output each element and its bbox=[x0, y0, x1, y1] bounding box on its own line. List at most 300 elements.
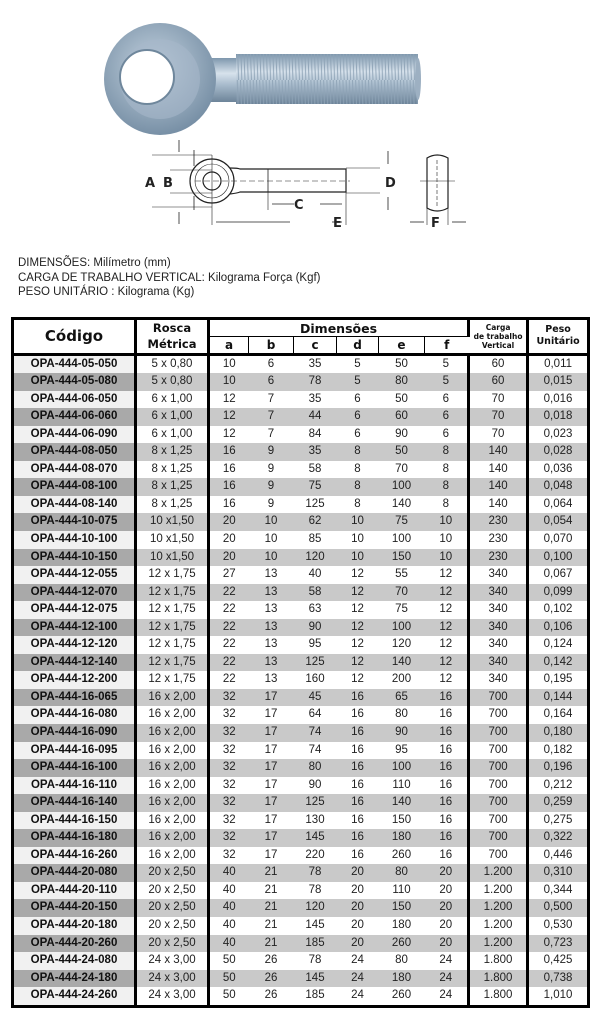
cell-dim-b: 9 bbox=[249, 443, 294, 461]
cell-dim-d: 12 bbox=[337, 636, 379, 654]
cell-unit-weight: 0,322 bbox=[528, 829, 589, 847]
cell-dim-c: 58 bbox=[294, 584, 337, 602]
cell-dim-c: 125 bbox=[294, 496, 337, 514]
cell-dim-a: 32 bbox=[209, 847, 249, 865]
cell-dim-e: 180 bbox=[379, 970, 425, 988]
cell-unit-weight: 0,196 bbox=[528, 759, 589, 777]
cell-thread: 5 x 0,80 bbox=[136, 354, 209, 373]
cell-dim-f: 24 bbox=[425, 970, 469, 988]
cell-dim-d: 16 bbox=[337, 777, 379, 795]
cell-unit-weight: 0,425 bbox=[528, 952, 589, 970]
header-codigo: Código bbox=[13, 319, 136, 355]
cell-code: OPA-444-06-090 bbox=[13, 426, 136, 444]
cell-dim-a: 32 bbox=[209, 829, 249, 847]
cell-dim-b: 7 bbox=[249, 408, 294, 426]
cell-thread: 10 x1,50 bbox=[136, 549, 209, 567]
cell-dim-c: 125 bbox=[294, 794, 337, 812]
cell-dim-d: 6 bbox=[337, 408, 379, 426]
cell-dim-e: 100 bbox=[379, 759, 425, 777]
cell-dim-e: 260 bbox=[379, 987, 425, 1006]
cell-dim-b: 17 bbox=[249, 724, 294, 742]
cell-dim-a: 32 bbox=[209, 724, 249, 742]
cell-unit-weight: 0,530 bbox=[528, 917, 589, 935]
cell-code: OPA-444-06-050 bbox=[13, 391, 136, 409]
cell-unit-weight: 0,099 bbox=[528, 584, 589, 602]
cell-dim-b: 10 bbox=[249, 513, 294, 531]
cell-dim-e: 50 bbox=[379, 354, 425, 373]
cell-dim-e: 70 bbox=[379, 461, 425, 479]
cell-dim-a: 16 bbox=[209, 496, 249, 514]
cell-dim-e: 80 bbox=[379, 706, 425, 724]
cell-code: OPA-444-16-180 bbox=[13, 829, 136, 847]
cell-working-load: 1.200 bbox=[469, 882, 528, 900]
cell-code: OPA-444-12-070 bbox=[13, 584, 136, 602]
cell-unit-weight: 0,182 bbox=[528, 742, 589, 760]
cell-dim-f: 6 bbox=[425, 391, 469, 409]
table-row bbox=[13, 496, 589, 514]
cell-thread: 12 x 1,75 bbox=[136, 601, 209, 619]
cell-dim-a: 50 bbox=[209, 970, 249, 988]
table-row bbox=[13, 636, 589, 654]
cell-dim-f: 5 bbox=[425, 354, 469, 373]
cell-working-load: 700 bbox=[469, 777, 528, 795]
cell-dim-b: 9 bbox=[249, 478, 294, 496]
cell-dim-a: 22 bbox=[209, 601, 249, 619]
cell-thread: 10 x1,50 bbox=[136, 513, 209, 531]
cell-code: OPA-444-08-070 bbox=[13, 461, 136, 479]
cell-dim-c: 78 bbox=[294, 952, 337, 970]
cell-thread: 24 x 3,00 bbox=[136, 987, 209, 1006]
cell-dim-b: 17 bbox=[249, 706, 294, 724]
header-metrica: Métrica bbox=[136, 337, 209, 355]
cell-working-load: 230 bbox=[469, 549, 528, 567]
cell-unit-weight: 0,124 bbox=[528, 636, 589, 654]
cell-code: OPA-444-05-050 bbox=[13, 354, 136, 373]
cell-dim-b: 6 bbox=[249, 354, 294, 373]
cell-dim-a: 22 bbox=[209, 654, 249, 672]
cell-dim-f: 12 bbox=[425, 601, 469, 619]
cell-working-load: 1.200 bbox=[469, 899, 528, 917]
table-row bbox=[13, 531, 589, 549]
cell-dim-f: 10 bbox=[425, 549, 469, 567]
cell-working-load: 700 bbox=[469, 794, 528, 812]
cell-dim-c: 35 bbox=[294, 354, 337, 373]
cell-thread: 6 x 1,00 bbox=[136, 391, 209, 409]
cell-working-load: 60 bbox=[469, 373, 528, 391]
cell-unit-weight: 0,259 bbox=[528, 794, 589, 812]
cell-dim-d: 12 bbox=[337, 566, 379, 584]
cell-dim-c: 185 bbox=[294, 935, 337, 953]
cell-thread: 10 x1,50 bbox=[136, 531, 209, 549]
table-row bbox=[13, 987, 589, 1006]
cell-thread: 12 x 1,75 bbox=[136, 566, 209, 584]
cell-dim-a: 10 bbox=[209, 373, 249, 391]
cell-dim-a: 32 bbox=[209, 812, 249, 830]
table-row bbox=[13, 794, 589, 812]
cell-dim-e: 55 bbox=[379, 566, 425, 584]
cell-dim-a: 40 bbox=[209, 917, 249, 935]
table-row bbox=[13, 759, 589, 777]
cell-unit-weight: 0,144 bbox=[528, 689, 589, 707]
cell-dim-d: 20 bbox=[337, 899, 379, 917]
cell-dim-d: 16 bbox=[337, 742, 379, 760]
table-row bbox=[13, 899, 589, 917]
cell-code: OPA-444-20-260 bbox=[13, 935, 136, 953]
cell-dim-a: 50 bbox=[209, 952, 249, 970]
header-dim-b: b bbox=[249, 337, 294, 355]
cell-dim-e: 150 bbox=[379, 899, 425, 917]
cell-working-load: 1.800 bbox=[469, 987, 528, 1006]
cell-dim-d: 12 bbox=[337, 601, 379, 619]
table-row bbox=[13, 391, 589, 409]
cell-dim-c: 78 bbox=[294, 864, 337, 882]
cell-code: OPA-444-08-100 bbox=[13, 478, 136, 496]
cell-dim-b: 13 bbox=[249, 654, 294, 672]
header-dim-f: f bbox=[425, 337, 469, 355]
cell-code: OPA-444-08-050 bbox=[13, 443, 136, 461]
cell-code: OPA-444-12-200 bbox=[13, 671, 136, 689]
header-rosca: Rosca bbox=[136, 319, 209, 337]
cell-dim-b: 21 bbox=[249, 864, 294, 882]
cell-dim-c: 90 bbox=[294, 777, 337, 795]
cell-dim-a: 10 bbox=[209, 354, 249, 373]
header-peso: Peso Unitário bbox=[528, 319, 589, 355]
cell-code: OPA-444-16-065 bbox=[13, 689, 136, 707]
eye-bolt-spec-table bbox=[11, 317, 590, 1008]
cell-dim-b: 17 bbox=[249, 812, 294, 830]
cell-thread: 12 x 1,75 bbox=[136, 671, 209, 689]
note-dimensions: DIMENSÕES: Milímetro (mm) bbox=[18, 257, 171, 269]
cell-unit-weight: 0,738 bbox=[528, 970, 589, 988]
cell-dim-a: 32 bbox=[209, 777, 249, 795]
note-unit-weight: PESO UNITÁRIO : Kilograma (Kg) bbox=[18, 286, 195, 298]
cell-dim-b: 6 bbox=[249, 373, 294, 391]
cell-working-load: 1.800 bbox=[469, 970, 528, 988]
cell-dim-f: 12 bbox=[425, 636, 469, 654]
table-row bbox=[13, 443, 589, 461]
header-carga: Carga de trabalho Vertical bbox=[469, 319, 528, 355]
cell-working-load: 700 bbox=[469, 742, 528, 760]
cell-dim-a: 40 bbox=[209, 864, 249, 882]
cell-dim-c: 95 bbox=[294, 636, 337, 654]
table-row bbox=[13, 952, 589, 970]
cell-dim-b: 17 bbox=[249, 794, 294, 812]
cell-dim-e: 110 bbox=[379, 882, 425, 900]
cell-working-load: 700 bbox=[469, 724, 528, 742]
cell-dim-e: 100 bbox=[379, 531, 425, 549]
cell-unit-weight: 0,016 bbox=[528, 391, 589, 409]
cell-dim-f: 6 bbox=[425, 426, 469, 444]
cell-dim-a: 32 bbox=[209, 742, 249, 760]
table-row bbox=[13, 654, 589, 672]
cell-dim-c: 145 bbox=[294, 829, 337, 847]
cell-dim-b: 10 bbox=[249, 531, 294, 549]
cell-working-load: 700 bbox=[469, 759, 528, 777]
cell-unit-weight: 0,054 bbox=[528, 513, 589, 531]
cell-dim-d: 8 bbox=[337, 461, 379, 479]
cell-dim-a: 12 bbox=[209, 408, 249, 426]
cell-dim-a: 27 bbox=[209, 566, 249, 584]
cell-thread: 24 x 3,00 bbox=[136, 970, 209, 988]
cell-code: OPA-444-16-095 bbox=[13, 742, 136, 760]
cell-dim-d: 16 bbox=[337, 812, 379, 830]
cell-working-load: 1.200 bbox=[469, 917, 528, 935]
cell-code: OPA-444-20-110 bbox=[13, 882, 136, 900]
cell-thread: 20 x 2,50 bbox=[136, 935, 209, 953]
table-row bbox=[13, 354, 589, 373]
cell-dim-e: 200 bbox=[379, 671, 425, 689]
cell-dim-e: 75 bbox=[379, 601, 425, 619]
cell-dim-f: 16 bbox=[425, 777, 469, 795]
cell-thread: 6 x 1,00 bbox=[136, 426, 209, 444]
cell-dim-a: 16 bbox=[209, 478, 249, 496]
cell-dim-b: 9 bbox=[249, 496, 294, 514]
cell-dim-f: 20 bbox=[425, 882, 469, 900]
table-row bbox=[13, 706, 589, 724]
cell-dim-a: 20 bbox=[209, 513, 249, 531]
cell-dim-e: 70 bbox=[379, 584, 425, 602]
cell-dim-d: 16 bbox=[337, 847, 379, 865]
cell-dim-f: 20 bbox=[425, 899, 469, 917]
cell-working-load: 1.200 bbox=[469, 935, 528, 953]
cell-code: OPA-444-16-140 bbox=[13, 794, 136, 812]
cell-unit-weight: 0,180 bbox=[528, 724, 589, 742]
table-row bbox=[13, 742, 589, 760]
cell-code: OPA-444-05-080 bbox=[13, 373, 136, 391]
cell-unit-weight: 0,500 bbox=[528, 899, 589, 917]
eye-bolt-illustration bbox=[0, 0, 600, 240]
cell-thread: 16 x 2,00 bbox=[136, 847, 209, 865]
cell-unit-weight: 0,344 bbox=[528, 882, 589, 900]
cell-dim-d: 5 bbox=[337, 354, 379, 373]
cell-dim-b: 21 bbox=[249, 917, 294, 935]
cell-code: OPA-444-10-100 bbox=[13, 531, 136, 549]
cell-dim-e: 95 bbox=[379, 742, 425, 760]
cell-dim-d: 20 bbox=[337, 882, 379, 900]
cell-dim-b: 21 bbox=[249, 882, 294, 900]
cell-code: OPA-444-12-075 bbox=[13, 601, 136, 619]
table-row bbox=[13, 829, 589, 847]
cell-dim-c: 120 bbox=[294, 549, 337, 567]
cell-dim-f: 12 bbox=[425, 654, 469, 672]
cell-dim-d: 16 bbox=[337, 759, 379, 777]
cell-working-load: 340 bbox=[469, 671, 528, 689]
cell-dim-a: 40 bbox=[209, 899, 249, 917]
cell-thread: 8 x 1,25 bbox=[136, 478, 209, 496]
cell-dim-e: 120 bbox=[379, 636, 425, 654]
cell-dim-b: 10 bbox=[249, 549, 294, 567]
cell-thread: 8 x 1,25 bbox=[136, 496, 209, 514]
cell-dim-d: 16 bbox=[337, 724, 379, 742]
dim-label-a: A bbox=[145, 176, 156, 191]
cell-dim-a: 16 bbox=[209, 443, 249, 461]
cell-dim-d: 8 bbox=[337, 443, 379, 461]
cell-working-load: 140 bbox=[469, 478, 528, 496]
cell-dim-a: 22 bbox=[209, 584, 249, 602]
header-dim-d: d bbox=[337, 337, 379, 355]
cell-dim-b: 13 bbox=[249, 619, 294, 637]
cell-dim-c: 35 bbox=[294, 443, 337, 461]
cell-dim-e: 80 bbox=[379, 864, 425, 882]
cell-dim-c: 160 bbox=[294, 671, 337, 689]
dim-label-e: E bbox=[333, 216, 342, 231]
cell-dim-e: 100 bbox=[379, 619, 425, 637]
cell-code: OPA-444-16-100 bbox=[13, 759, 136, 777]
header-dim-a: a bbox=[209, 337, 249, 355]
cell-unit-weight: 0,212 bbox=[528, 777, 589, 795]
cell-thread: 12 x 1,75 bbox=[136, 636, 209, 654]
cell-working-load: 140 bbox=[469, 496, 528, 514]
cell-dim-d: 5 bbox=[337, 373, 379, 391]
cell-dim-d: 12 bbox=[337, 671, 379, 689]
cell-dim-c: 75 bbox=[294, 478, 337, 496]
cell-dim-f: 16 bbox=[425, 812, 469, 830]
cell-dim-a: 32 bbox=[209, 689, 249, 707]
cell-thread: 12 x 1,75 bbox=[136, 619, 209, 637]
cell-dim-b: 13 bbox=[249, 636, 294, 654]
cell-code: OPA-444-24-180 bbox=[13, 970, 136, 988]
cell-dim-b: 17 bbox=[249, 829, 294, 847]
cell-dim-a: 16 bbox=[209, 461, 249, 479]
cell-unit-weight: 0,102 bbox=[528, 601, 589, 619]
cell-dim-c: 120 bbox=[294, 899, 337, 917]
cell-dim-c: 35 bbox=[294, 391, 337, 409]
cell-dim-d: 10 bbox=[337, 513, 379, 531]
table-row bbox=[13, 601, 589, 619]
cell-dim-c: 74 bbox=[294, 724, 337, 742]
cell-code: OPA-444-16-110 bbox=[13, 777, 136, 795]
cell-dim-b: 17 bbox=[249, 777, 294, 795]
cell-dim-e: 90 bbox=[379, 724, 425, 742]
cell-dim-f: 16 bbox=[425, 706, 469, 724]
cell-working-load: 230 bbox=[469, 513, 528, 531]
cell-thread: 16 x 2,00 bbox=[136, 706, 209, 724]
cell-dim-b: 26 bbox=[249, 952, 294, 970]
cell-dim-c: 84 bbox=[294, 426, 337, 444]
cell-code: OPA-444-16-150 bbox=[13, 812, 136, 830]
cell-dim-f: 20 bbox=[425, 864, 469, 882]
cell-dim-a: 12 bbox=[209, 391, 249, 409]
cell-thread: 16 x 2,00 bbox=[136, 724, 209, 742]
cell-working-load: 140 bbox=[469, 461, 528, 479]
cell-code: OPA-444-12-055 bbox=[13, 566, 136, 584]
table-row bbox=[13, 777, 589, 795]
cell-dim-f: 5 bbox=[425, 373, 469, 391]
table-row bbox=[13, 970, 589, 988]
cell-dim-f: 20 bbox=[425, 917, 469, 935]
table-row bbox=[13, 689, 589, 707]
cell-dim-e: 140 bbox=[379, 794, 425, 812]
table-body bbox=[13, 354, 589, 1006]
cell-dim-c: 145 bbox=[294, 970, 337, 988]
table-row bbox=[13, 478, 589, 496]
cell-dim-d: 6 bbox=[337, 391, 379, 409]
table-row bbox=[13, 584, 589, 602]
cell-unit-weight: 0,064 bbox=[528, 496, 589, 514]
cell-dim-d: 8 bbox=[337, 496, 379, 514]
dim-label-f: F bbox=[431, 216, 440, 231]
table-row bbox=[13, 812, 589, 830]
cell-dim-e: 50 bbox=[379, 391, 425, 409]
cell-dim-f: 8 bbox=[425, 461, 469, 479]
cell-dim-f: 16 bbox=[425, 847, 469, 865]
cell-dim-c: 80 bbox=[294, 759, 337, 777]
cell-code: OPA-444-16-090 bbox=[13, 724, 136, 742]
cell-dim-b: 7 bbox=[249, 426, 294, 444]
cell-dim-d: 12 bbox=[337, 584, 379, 602]
cell-dim-d: 20 bbox=[337, 917, 379, 935]
cell-thread: 12 x 1,75 bbox=[136, 654, 209, 672]
cell-unit-weight: 0,067 bbox=[528, 566, 589, 584]
cell-dim-e: 90 bbox=[379, 426, 425, 444]
cell-working-load: 340 bbox=[469, 636, 528, 654]
cell-dim-e: 80 bbox=[379, 952, 425, 970]
cell-dim-e: 150 bbox=[379, 812, 425, 830]
cell-thread: 8 x 1,25 bbox=[136, 443, 209, 461]
cell-code: OPA-444-10-075 bbox=[13, 513, 136, 531]
dim-label-d: D bbox=[385, 176, 396, 191]
eye-bolt-photo bbox=[104, 23, 421, 135]
table-row bbox=[13, 935, 589, 953]
cell-unit-weight: 0,142 bbox=[528, 654, 589, 672]
cell-dim-f: 16 bbox=[425, 724, 469, 742]
cell-dim-f: 12 bbox=[425, 584, 469, 602]
cell-dim-f: 12 bbox=[425, 619, 469, 637]
technical-drawing bbox=[152, 140, 466, 225]
cell-code: OPA-444-24-260 bbox=[13, 987, 136, 1006]
cell-unit-weight: 0,048 bbox=[528, 478, 589, 496]
cell-dim-a: 32 bbox=[209, 794, 249, 812]
cell-unit-weight: 0,036 bbox=[528, 461, 589, 479]
cell-dim-e: 140 bbox=[379, 654, 425, 672]
dim-label-c: C bbox=[294, 198, 304, 213]
cell-working-load: 700 bbox=[469, 812, 528, 830]
cell-dim-a: 50 bbox=[209, 987, 249, 1006]
cell-dim-f: 16 bbox=[425, 794, 469, 812]
cell-dim-b: 21 bbox=[249, 899, 294, 917]
cell-dim-d: 24 bbox=[337, 987, 379, 1006]
cell-dim-e: 50 bbox=[379, 443, 425, 461]
cell-dim-f: 24 bbox=[425, 987, 469, 1006]
cell-dim-f: 20 bbox=[425, 935, 469, 953]
cell-code: OPA-444-12-140 bbox=[13, 654, 136, 672]
dim-label-b: B bbox=[163, 176, 173, 191]
cell-dim-e: 140 bbox=[379, 496, 425, 514]
cell-dim-f: 8 bbox=[425, 478, 469, 496]
cell-dim-a: 22 bbox=[209, 636, 249, 654]
cell-thread: 8 x 1,25 bbox=[136, 461, 209, 479]
cell-working-load: 340 bbox=[469, 566, 528, 584]
cell-dim-b: 26 bbox=[249, 970, 294, 988]
cell-unit-weight: 0,018 bbox=[528, 408, 589, 426]
cell-dim-b: 17 bbox=[249, 689, 294, 707]
cell-dim-a: 20 bbox=[209, 549, 249, 567]
cell-dim-e: 260 bbox=[379, 847, 425, 865]
cell-unit-weight: 0,070 bbox=[528, 531, 589, 549]
cell-dim-d: 16 bbox=[337, 706, 379, 724]
cell-dim-a: 22 bbox=[209, 619, 249, 637]
cell-dim-d: 16 bbox=[337, 794, 379, 812]
table-row bbox=[13, 461, 589, 479]
cell-unit-weight: 0,164 bbox=[528, 706, 589, 724]
cell-dim-d: 24 bbox=[337, 952, 379, 970]
cell-dim-e: 150 bbox=[379, 549, 425, 567]
cell-thread: 20 x 2,50 bbox=[136, 917, 209, 935]
cell-dim-f: 8 bbox=[425, 443, 469, 461]
cell-dim-d: 20 bbox=[337, 935, 379, 953]
cell-dim-c: 64 bbox=[294, 706, 337, 724]
cell-thread: 16 x 2,00 bbox=[136, 759, 209, 777]
